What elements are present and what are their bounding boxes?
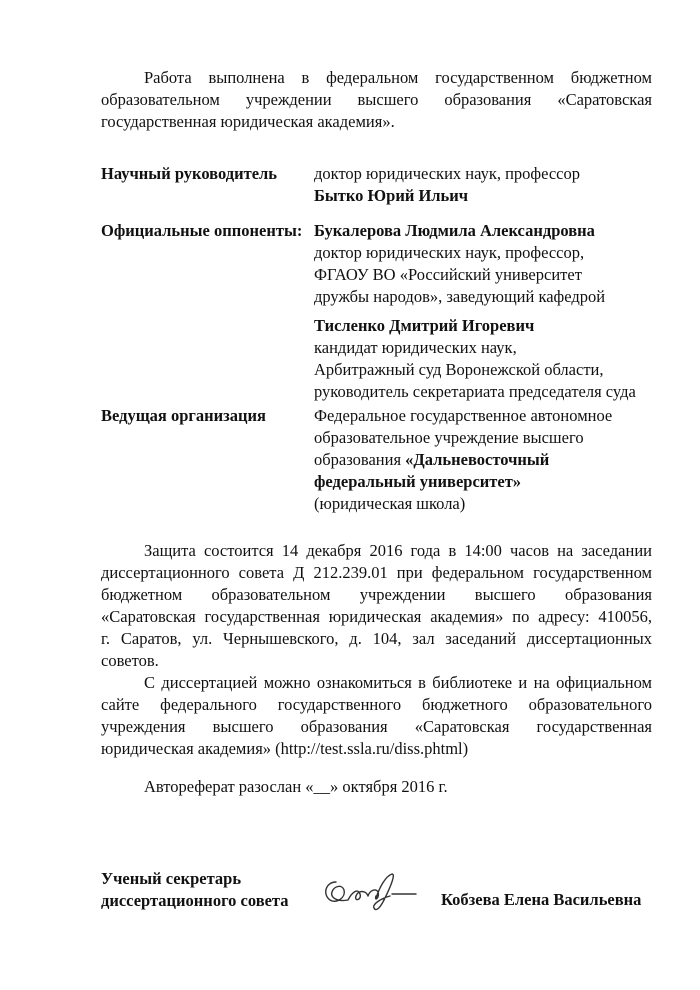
defense-paragraph	[101, 540, 652, 672]
leading-org-line3	[314, 449, 612, 471]
leading-org-line: (юридическая школа)	[314, 494, 466, 513]
opponent-second-line: руководитель секретариата председателя суда	[314, 382, 636, 401]
defense-line: Защита состоится 14 декабря 2016 года в 14:00 часов на заседании	[144, 541, 652, 560]
intro-paragraph	[101, 67, 652, 133]
leading-org-text: образования	[314, 450, 406, 469]
opponent-first	[314, 220, 605, 308]
opponent-second-name: Тисленко Дмитрий Игоревич	[314, 316, 535, 335]
opponent-first-line: ФГАОУ ВО «Российский университет	[314, 265, 582, 284]
opponents-label: Официальные оппоненты:	[101, 221, 303, 240]
opponent-first-line: доктор юридических наук, профессор,	[314, 243, 585, 262]
opponent-second	[314, 315, 636, 403]
intro-line: государственная юридическая академия».	[101, 112, 395, 131]
library-paragraph	[101, 672, 652, 760]
sent-paragraph	[101, 776, 652, 798]
defense-line: бюджетном образовательном учреждении высшего образования	[101, 585, 652, 604]
sent-line: Автореферат разослан «__» октября 2016 г.	[144, 777, 448, 796]
supervisor-value	[314, 163, 580, 207]
leading-org-line: Федеральное государственное автономное	[314, 406, 613, 425]
opponent-second-line: кандидат юридических наук,	[314, 338, 517, 357]
secretary-title-line: диссертационного совета	[101, 891, 289, 910]
library-line: С диссертацией можно ознакомиться в библиотеке и на официальном	[144, 673, 652, 692]
intro-line: Работа выполнена в федеральном государственном бюджетном	[144, 68, 652, 87]
library-line: юридическая академия» (http://test.ssla.ru/diss.phtml)	[101, 739, 469, 758]
opponent-first-line: дружбы народов», заведующий кафедрой	[314, 287, 606, 306]
defense-line: г. Саратов, ул. Чернышевского, д. 104, зал заседаний диссертационных	[101, 629, 652, 648]
leading-org-line: образовательное учреждение высшего	[314, 428, 584, 447]
supervisor-name: Бытко Юрий Ильич	[314, 186, 469, 205]
secretary-name: Кобзева Елена Васильевна	[441, 890, 642, 909]
leading-org-value	[314, 405, 612, 515]
library-line: сайте федерального государственного бюджетного образовательного	[101, 695, 652, 714]
supervisor-degree: доктор юридических наук, профессор	[314, 164, 581, 183]
intro-line: образовательном учреждении высшего образования «Саратовская	[101, 90, 652, 109]
leading-org-name: «Дальневосточный	[405, 450, 550, 469]
secretary-title-line: Ученый секретарь	[101, 869, 242, 888]
opponent-second-line: Арбитражный суд Воронежской области,	[314, 360, 604, 379]
defense-line: «Саратовская государственная юридическая академия» по адресу: 410056,	[101, 607, 652, 626]
leading-org-name: федеральный университет»	[314, 472, 522, 491]
library-line: учреждения высшего образования «Саратовская государственная	[101, 717, 652, 736]
defense-line: диссертационного совета Д 212.239.01 при федеральном государственном	[101, 563, 652, 582]
supervisor-label: Научный руководитель	[101, 164, 277, 183]
handwritten-signature	[318, 868, 418, 914]
secretary-title	[101, 868, 288, 912]
opponent-first-name: Букалерова Людмила Александровна	[314, 221, 595, 240]
leading-org-label: Ведущая организация	[101, 406, 266, 425]
defense-line: советов.	[101, 651, 159, 670]
